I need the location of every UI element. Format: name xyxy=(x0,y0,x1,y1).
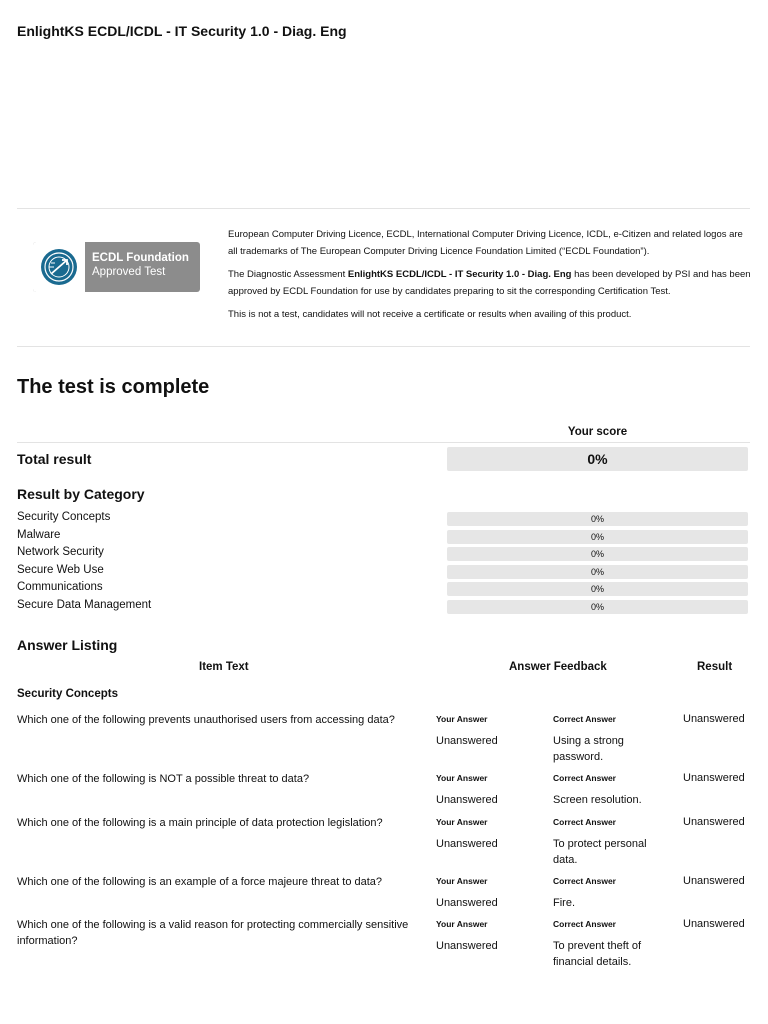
category-row xyxy=(17,528,748,546)
your-answer-value: Unanswered xyxy=(436,794,498,806)
notice-assessment: The Diagnostic Assessment EnlightKS ECDL/ICDL - IT Security 1.0 - Diag. Eng has been developed by PSI and has been approved by ECDL Foundation for use by candidates preparing to sit the corresponding Certification Test. xyxy=(228,269,751,297)
category-score: 0% xyxy=(447,530,748,544)
column-result: Result xyxy=(697,661,733,673)
document-title: EnlightKS ECDL/ICDL - IT Security 1.0 - Diag. Eng xyxy=(17,23,347,39)
total-result-label: Total result xyxy=(17,451,92,467)
correct-answer-label: Correct Answer xyxy=(553,817,616,827)
category-name: Secure Data Management xyxy=(17,599,152,611)
your-answer-value: Unanswered xyxy=(436,838,498,850)
category-score: 0% xyxy=(447,512,748,526)
notice-trademarks: European Computer Driving Licence, ECDL, International Computer Driving Licence, ICDL, e-Citizen and related logos are all trademarks of The European Computer Driving Licence Foundation Limited (“ECDL Foundation”). xyxy=(228,229,743,257)
badge-title: ECDL Foundation xyxy=(92,252,189,264)
answer-group-title: Security Concepts xyxy=(17,688,118,700)
category-score: 0% xyxy=(447,582,748,596)
answer-listing-title: Answer Listing xyxy=(17,637,118,653)
correct-answer-label: Correct Answer xyxy=(553,714,616,724)
category-name: Security Concepts xyxy=(17,511,111,523)
your-answer-label: Your Answer xyxy=(436,876,488,886)
category-name: Malware xyxy=(17,528,61,541)
category-row xyxy=(17,510,748,528)
question-text: Which one of the following is an example of a force majeure threat to data? xyxy=(17,876,383,888)
trademark-notice xyxy=(228,226,753,329)
column-item-text: Item Text xyxy=(199,661,249,673)
question-text: Which one of the following prevents unauthorised users from accessing data? xyxy=(17,714,395,726)
category-row xyxy=(17,545,748,563)
category-score: 0% xyxy=(447,565,748,579)
correct-answer-value: To prevent theft of financial details. xyxy=(553,940,642,968)
your-answer-label: Your Answer xyxy=(436,919,488,929)
correct-answer-value: Screen resolution. xyxy=(553,794,642,806)
result-value: Unanswered xyxy=(683,772,745,784)
question-text: Which one of the following is a valid reason for protecting commercially sensitive information? xyxy=(17,919,409,947)
page-title: The test is complete xyxy=(17,376,210,398)
category-name: Secure Web Use xyxy=(17,563,104,576)
correct-answer-label: Correct Answer xyxy=(553,876,616,886)
category-score: 0% xyxy=(447,547,748,561)
category-name: Communications xyxy=(17,581,103,594)
your-answer-value: Unanswered xyxy=(436,940,498,952)
result-value: Unanswered xyxy=(683,816,745,828)
category-row xyxy=(17,563,748,581)
notice-disclaimer: This is not a test, candidates will not receive a certificate or results when availing of this product. xyxy=(228,309,632,320)
category-section-title: Result by Category xyxy=(17,486,145,502)
divider-top xyxy=(17,208,750,209)
category-row xyxy=(17,598,748,616)
badge-subtitle: Approved Test xyxy=(92,266,166,278)
result-value: Unanswered xyxy=(683,875,745,887)
ecdl-approved-badge xyxy=(33,242,200,292)
correct-answer-label: Correct Answer xyxy=(553,773,616,783)
category-name: Network Security xyxy=(17,546,104,559)
your-answer-label: Your Answer xyxy=(436,773,488,783)
your-answer-label: Your Answer xyxy=(436,817,488,827)
your-answer-value: Unanswered xyxy=(436,735,498,747)
correct-answer-value: Using a strong password. xyxy=(553,735,624,763)
your-answer-label: Your Answer xyxy=(436,714,488,724)
ecdl-seal-icon xyxy=(33,242,85,292)
question-text: Which one of the following is NOT a possible threat to data? xyxy=(17,773,310,785)
divider-middle xyxy=(17,346,750,347)
your-score-header: Your score xyxy=(567,426,628,438)
result-value: Unanswered xyxy=(683,918,745,930)
column-answer-feedback: Answer Feedback xyxy=(509,661,607,673)
category-row xyxy=(17,580,748,598)
correct-answer-label: Correct Answer xyxy=(553,919,616,929)
result-value: Unanswered xyxy=(683,713,745,725)
category-score: 0% xyxy=(447,600,748,614)
correct-answer-value: To protect personal data. xyxy=(553,838,647,866)
total-result-score: 0% xyxy=(447,447,748,471)
question-text: Which one of the following is a main principle of data protection legislation? xyxy=(17,817,383,829)
correct-answer-value: Fire. xyxy=(553,897,575,909)
your-answer-value: Unanswered xyxy=(436,897,498,909)
divider-score xyxy=(17,442,750,443)
